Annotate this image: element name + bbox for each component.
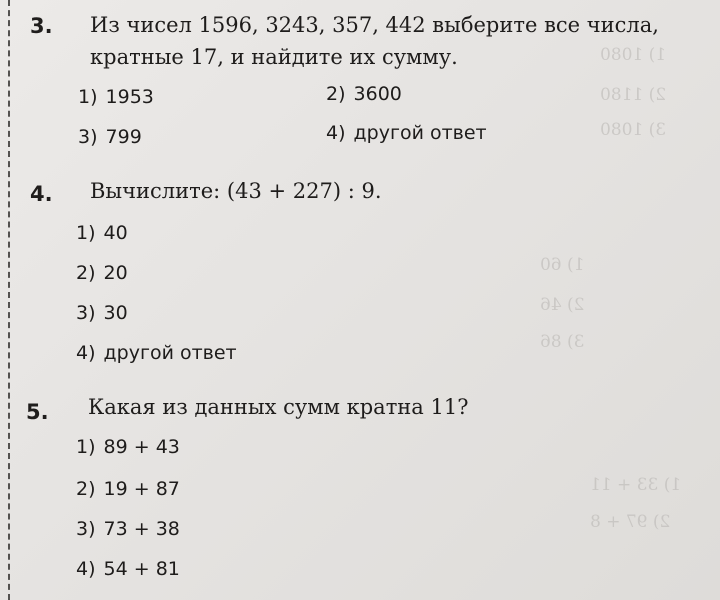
problem-3-text-line-1: Из чисел 1596, 3243, 357, 442 выберите все числа, xyxy=(90,13,659,37)
bleed-through-text: 1) 1080 xyxy=(600,45,667,65)
problem-4-number: 4. xyxy=(30,182,53,206)
option-text: 73 + 38 xyxy=(103,518,180,540)
bleed-through-text: 1) 33 + 11 xyxy=(590,475,682,495)
option-text: 19 + 87 xyxy=(103,478,180,500)
bleed-through-text: 2) 97 + 8 xyxy=(590,512,671,532)
option-number: 3) xyxy=(76,302,96,324)
problem-5-text: Какая из данных сумм кратна 11? xyxy=(88,395,469,419)
problem-3-option-1 xyxy=(78,86,154,108)
option-text: другой ответ xyxy=(103,342,237,364)
option-number: 3) xyxy=(78,126,98,148)
problem-3-option-2 xyxy=(326,83,402,105)
problem-4-option-4 xyxy=(76,342,237,364)
margin-dashed-line xyxy=(8,0,10,600)
bleed-through-text: 2) 46 xyxy=(540,295,585,315)
option-number: 3) xyxy=(76,518,96,540)
problem-5-option-2 xyxy=(76,478,180,500)
option-text: 20 xyxy=(103,262,128,284)
option-text: 89 + 43 xyxy=(103,436,180,458)
option-number: 2) xyxy=(76,478,96,500)
option-text: 40 xyxy=(103,222,128,244)
option-text: 30 xyxy=(103,302,128,324)
problem-4-option-2 xyxy=(76,262,128,284)
option-number: 2) xyxy=(76,262,96,284)
bleed-through-text: 3) 86 xyxy=(540,332,585,352)
option-number: 2) xyxy=(326,83,346,105)
option-text: 54 + 81 xyxy=(103,558,180,580)
problem-5-number: 5. xyxy=(26,400,49,424)
option-text: 3600 xyxy=(353,83,402,105)
option-number: 4) xyxy=(76,558,96,580)
problem-3-text-line-2: кратные 17, и найдите их сумму. xyxy=(90,45,458,69)
problem-5-option-1 xyxy=(76,436,180,458)
option-text: 799 xyxy=(105,126,142,148)
problem-5-option-3 xyxy=(76,518,180,540)
problem-3-option-3 xyxy=(78,126,142,148)
option-number: 4) xyxy=(76,342,96,364)
bleed-through-text: 2) 1180 xyxy=(600,85,667,105)
problem-4-text: Вычислите: (43 + 227) : 9. xyxy=(90,179,382,203)
option-number: 4) xyxy=(326,122,346,144)
option-text: 1953 xyxy=(105,86,154,108)
option-number: 1) xyxy=(76,222,96,244)
problem-3-option-4 xyxy=(326,122,487,144)
option-number: 1) xyxy=(78,86,98,108)
option-text: другой ответ xyxy=(353,122,487,144)
problem-3-number: 3. xyxy=(30,14,53,38)
problem-4-option-1 xyxy=(76,222,128,244)
problem-5-option-4 xyxy=(76,558,180,580)
problem-4-option-3 xyxy=(76,302,128,324)
bleed-through-text: 3) 1080 xyxy=(600,120,667,140)
option-number: 1) xyxy=(76,436,96,458)
bleed-through-text: 1) 60 xyxy=(540,255,585,275)
